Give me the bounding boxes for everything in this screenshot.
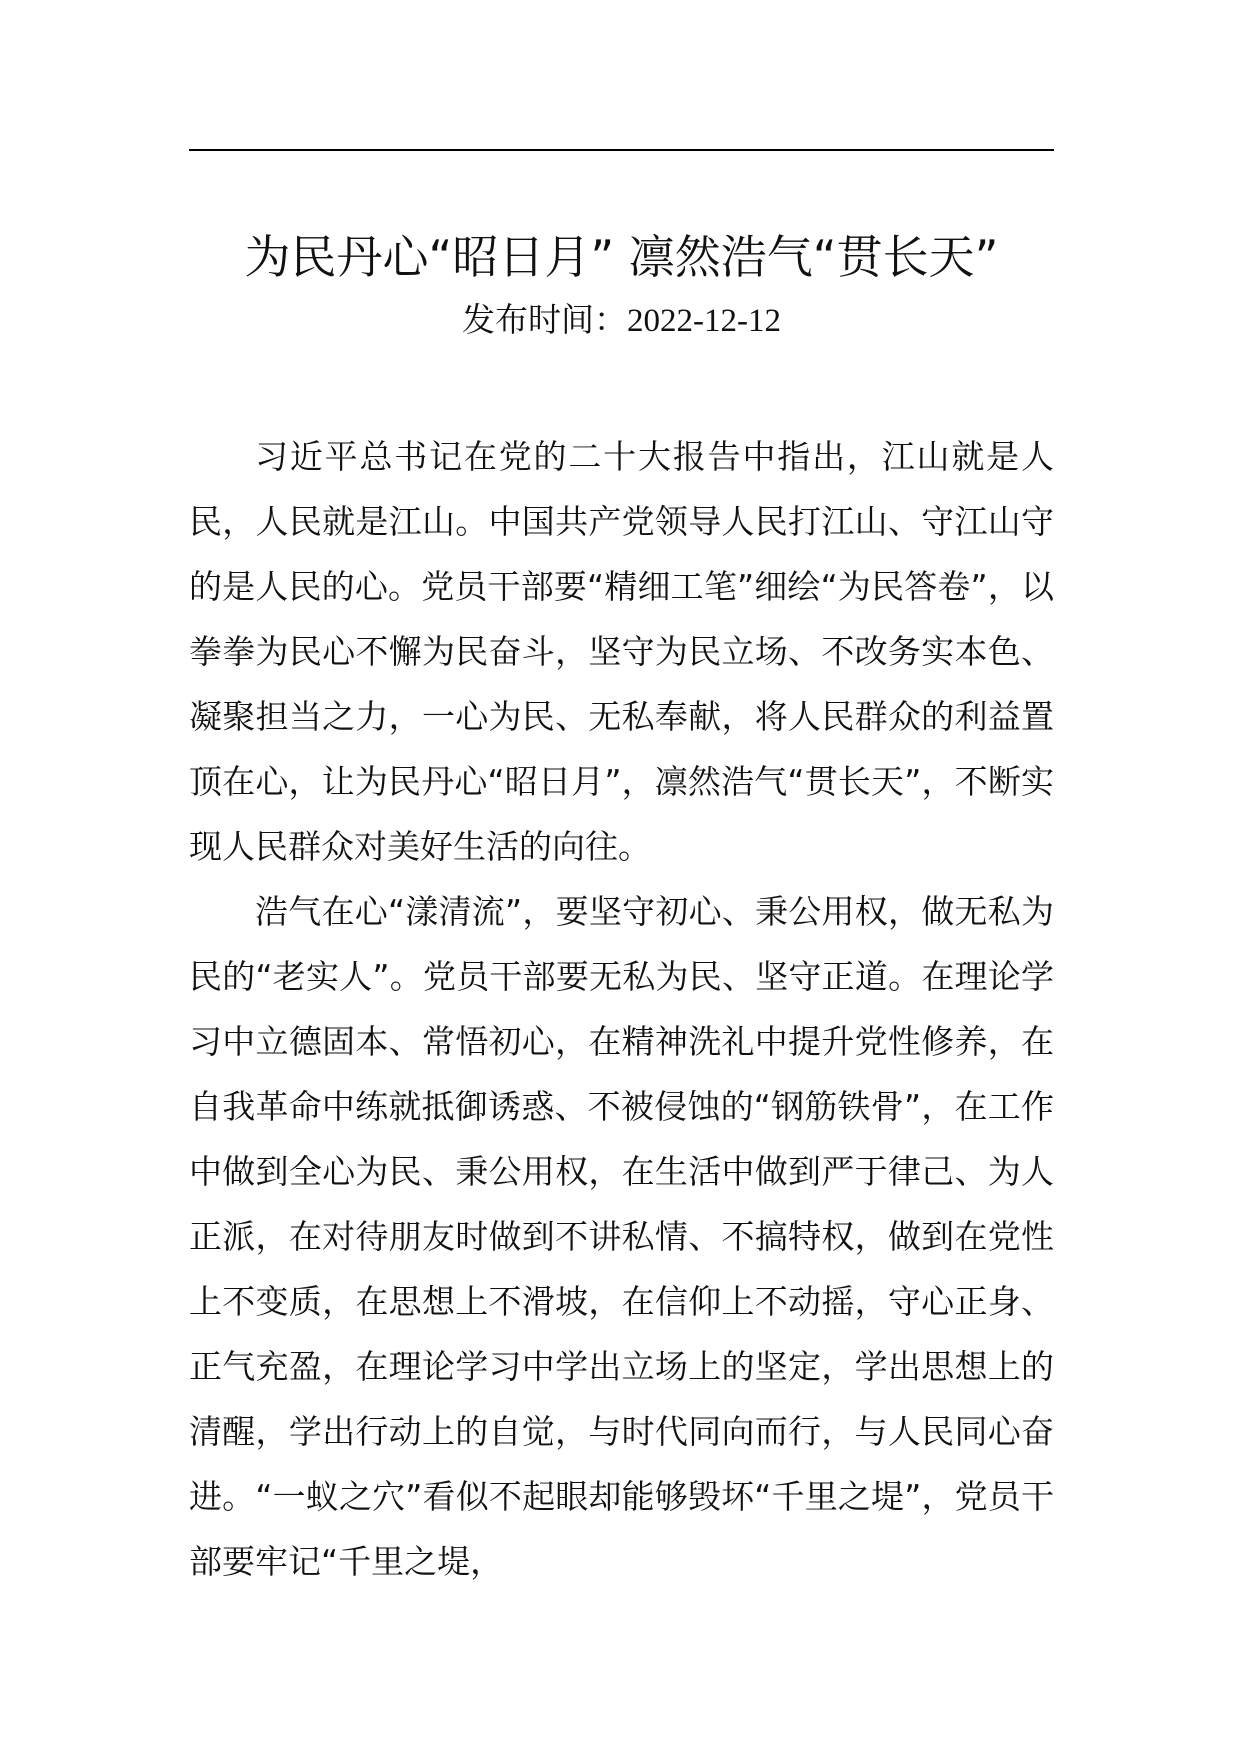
publish-date-value: 2022-12-12 <box>627 303 781 339</box>
header-rule <box>189 149 1054 151</box>
article-paragraph: 习近平总书记在党的二十大报告中指出，江山就是人民，人民就是江山。中国共产党领导人民打江山、守江山守的是人民的心。党员干部要“精细工笔”细绘“为民答卷”，以拳拳为民心不懈为民奋斗，坚守为民立场、不改务实本色、凝聚担当之力，一心为民、无私奉献，将人民群众的利益置顶在心，让为民丹心“昭日月”，凛然浩气“贯长天”，不断实现人民群众对美好生活的向往。 <box>189 437 1054 866</box>
publish-date-label: 发布时间： <box>462 300 627 339</box>
article-title: 为民丹心“昭日月” 凛然浩气“贯长天” <box>244 230 999 284</box>
publish-date-line <box>189 296 1054 345</box>
article-body <box>189 424 1054 1594</box>
article-paragraph: 浩气在心“漾清流”，要坚守初心、秉公用权，做无私为民的“老实人”。党员干部要无私为民、坚守正道。在理论学习中立德固本、常悟初心，在精神洗礼中提升党性修养，在自我革命中练就抵御诱惑、不被侵蚀的“钢筋铁骨”，在工作中做到全心为民、秉公用权，在生活中做到严于律己、为人正派，在对待朋友时做到不讲私情、不搞特权，做到在党性上不变质，在思想上不滑坡，在信仰上不动摇，守心正身、正气充盈，在理论学习中学出立场上的坚定，学出思想上的清醒，学出行动上的自觉，与时代同向而行，与人民同心奋进。“一蚁之穴”看似不起眼却能够毁坏“千里之堤”，党员干部要牢记“千里之堤， <box>189 892 1054 1581</box>
